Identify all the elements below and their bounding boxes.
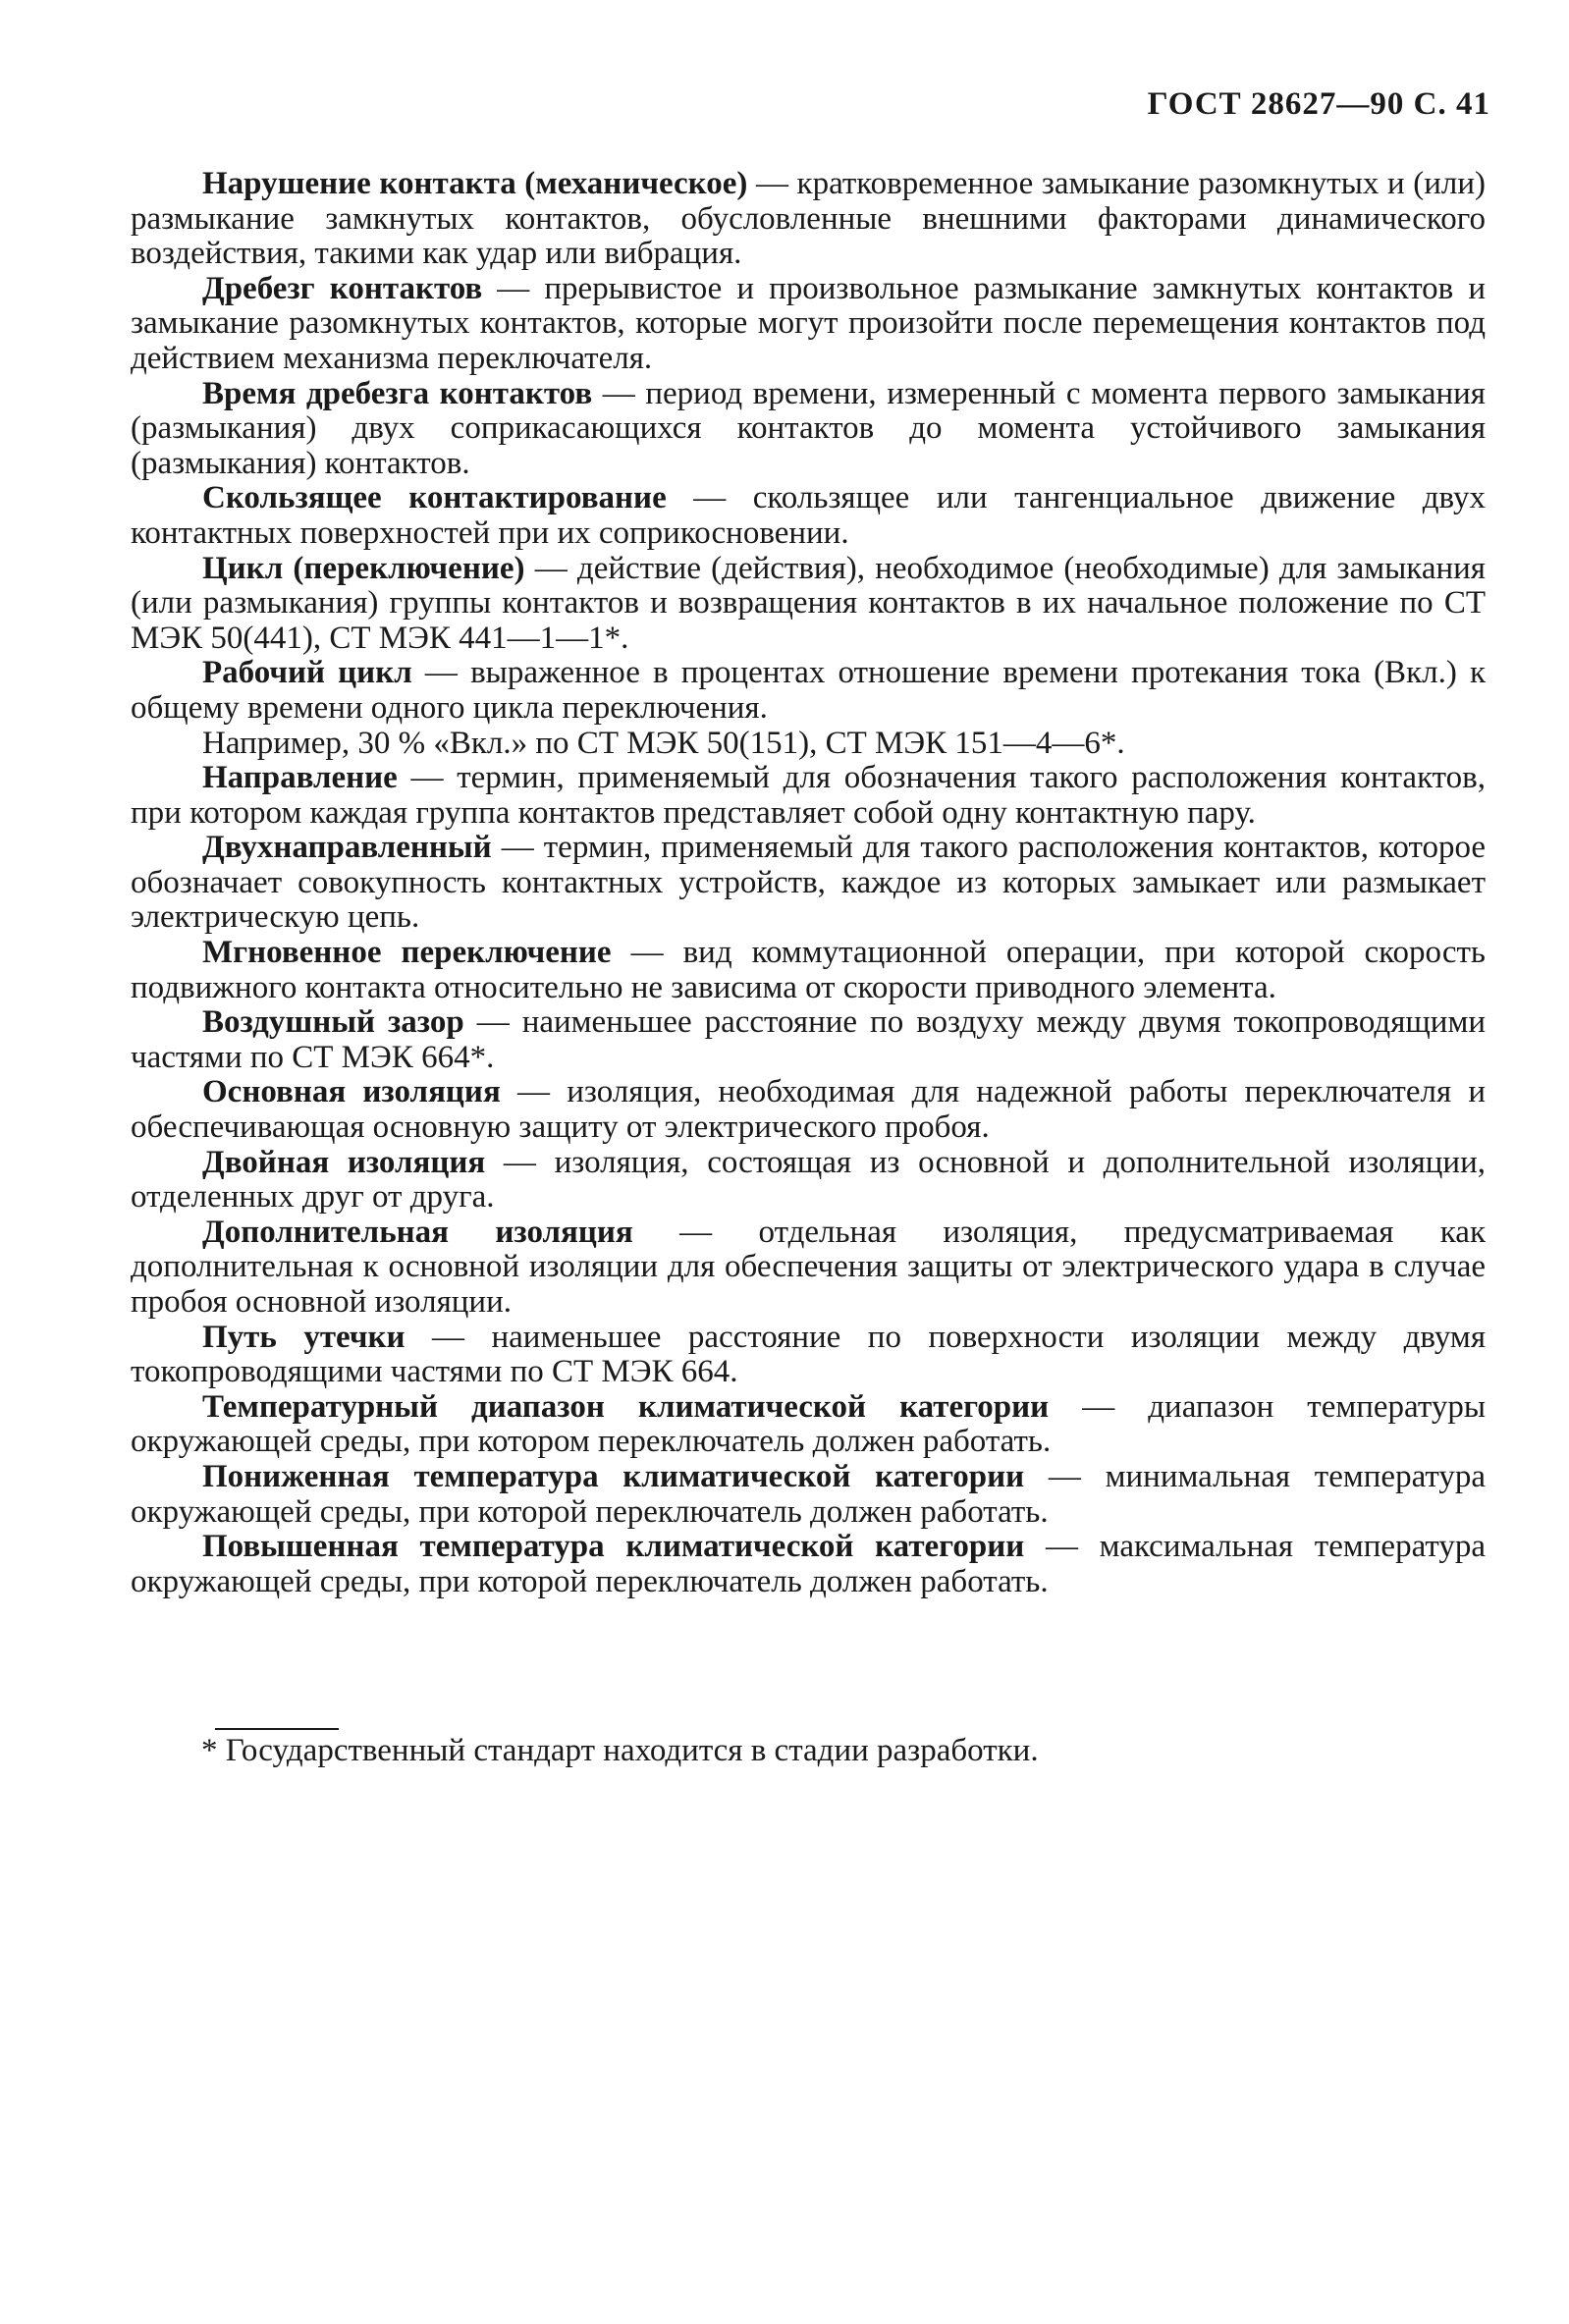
definition-text: — прерывистое и произвольное размыкание замкнутых контактов и замыкание разомкнутых контактов, которые могут произойти после перемещения контактов под действием механизма переключателя. — [131, 270, 1486, 376]
definition-paragraph — [131, 377, 1486, 482]
example-paragraph — [131, 727, 1486, 762]
definition-text: — изоляция, состоящая из основной и дополнительной изоляции, отделенных друг от друга. — [131, 1144, 1486, 1216]
definition-text: — вид коммутационной операции, при которой скорость подвижного контакта относительно не зависима от скорости приводного элемента. — [131, 935, 1486, 1005]
definition-text: — изоляция, необходимая для надежной работы переключателя и обеспечивающая основную защиту от электрического пробоя. — [131, 1074, 1487, 1146]
page-header: ГОСТ 28627—90 С. 41 — [1147, 86, 1490, 122]
definition-paragraph — [131, 936, 1486, 1005]
definition-paragraph — [131, 1321, 1486, 1390]
term: Время дребезга контактов — [202, 375, 593, 411]
definition-paragraph — [131, 272, 1486, 377]
definition-text: — термин, применяемый для такого расположения контактов, которое обозначает совокупность контактных устройств, каждое из которых замыкает или размыкает электрическую цепь. — [131, 830, 1486, 936]
definition-text: — период времени, измеренный с момента первого замыкания (размыкания) двух соприкасающихся контактов до момента устойчивого замыкания (размыкания) контактов. — [131, 375, 1486, 481]
term: Направление — [202, 760, 398, 796]
definition-paragraph — [131, 1530, 1486, 1599]
definition-paragraph — [131, 481, 1486, 551]
definition-text: — максимальная температура окружающей среды, при которой переключатель должен работать. — [131, 1529, 1486, 1599]
definition-paragraph — [131, 761, 1486, 831]
term: Дополнительная изоляция — [202, 1214, 633, 1250]
term: Двухнаправленный — [202, 830, 492, 866]
term: Температурный диапазон климатической категории — [202, 1388, 1050, 1425]
term: Цикл (переключение) — [202, 550, 525, 586]
term: Мгновенное переключение — [202, 935, 612, 971]
definition-text: — отдельная изоляция, предусматриваемая как дополнительная к основной изоляции для обеспечения защиты от электрического удара в случае пробоя основной изоляции. — [131, 1214, 1486, 1320]
definition-text: — скользящее или тангенциальное движение двух контактных поверхностей при их соприкосновении. — [131, 480, 1486, 551]
definition-text: — кратковременное замыкание разомкнутых и (или) размыкание замкнутых контактов, обусловленные внешними факторами динамического воздействия, такими как удар или вибрация. — [131, 166, 1486, 272]
definition-text: — выраженное в процентах отношение времени протекания тока (Вкл.) к общему времени одного цикла переключения. — [131, 655, 1487, 726]
term: Нарушение контакта (механическое) — [202, 166, 748, 201]
term: Путь утечки — [202, 1319, 406, 1355]
definition-paragraph — [131, 656, 1486, 726]
term: Рабочий цикл — [202, 655, 412, 691]
term: Повышенная температура климатической категории — [202, 1529, 1025, 1565]
term: Дребезг контактов — [202, 270, 483, 306]
definition-text: — действие (действия), необходимое (необходимые) для замыкания (или размыкания) группы контактов и возвращения контактов в их начальное положение по СТ МЭК 50(441), СТ МЭК 441—1—1*. — [131, 550, 1486, 656]
definition-paragraph — [131, 1075, 1486, 1145]
term: Воздушный зазор — [202, 1004, 464, 1041]
definition-paragraph — [131, 552, 1486, 657]
definition-text: — наименьшее расстояние по поверхности изоляции между двумя токопроводящими частями по СТ МЭК 664. — [131, 1319, 1486, 1390]
example-text: Например, 30 % «Вкл.» по СТ МЭК 50(151), СТ МЭК 151—4—6*. — [202, 725, 1125, 761]
definition-paragraph — [131, 167, 1486, 272]
definition-paragraph — [131, 1146, 1486, 1216]
footnote: * Государственный стандарт находится в стадии разработки. — [201, 1733, 1039, 1768]
definition-text: — термин, применяемый для обозначения такого расположения контактов, при котором каждая группа контактов представляет собой одну контактную пару. — [131, 760, 1486, 831]
term: Скользящее контактирование — [202, 480, 667, 516]
definition-paragraph — [131, 1460, 1486, 1530]
definition-text: — наименьшее расстояние по воздуху между двумя токопроводящими частями по СТ МЭК 664*. — [131, 1004, 1486, 1075]
definition-text: — диапазон температуры окружающей среды, при котором переключатель должен работать. — [131, 1388, 1487, 1460]
footnote-divider — [215, 1728, 339, 1730]
term: Двойная изоляция — [202, 1144, 486, 1180]
definition-paragraph — [131, 1005, 1486, 1075]
definition-paragraph — [131, 1216, 1486, 1321]
definition-text: — минимальная температура окружающей среды, при которой переключатель должен работать. — [131, 1458, 1486, 1530]
definition-paragraph — [131, 1390, 1486, 1460]
definition-paragraph — [131, 831, 1486, 936]
term: Основная изоляция — [202, 1074, 501, 1110]
term: Пониженная температура климатической категории — [202, 1458, 1025, 1494]
definitions-body — [131, 167, 1486, 1599]
